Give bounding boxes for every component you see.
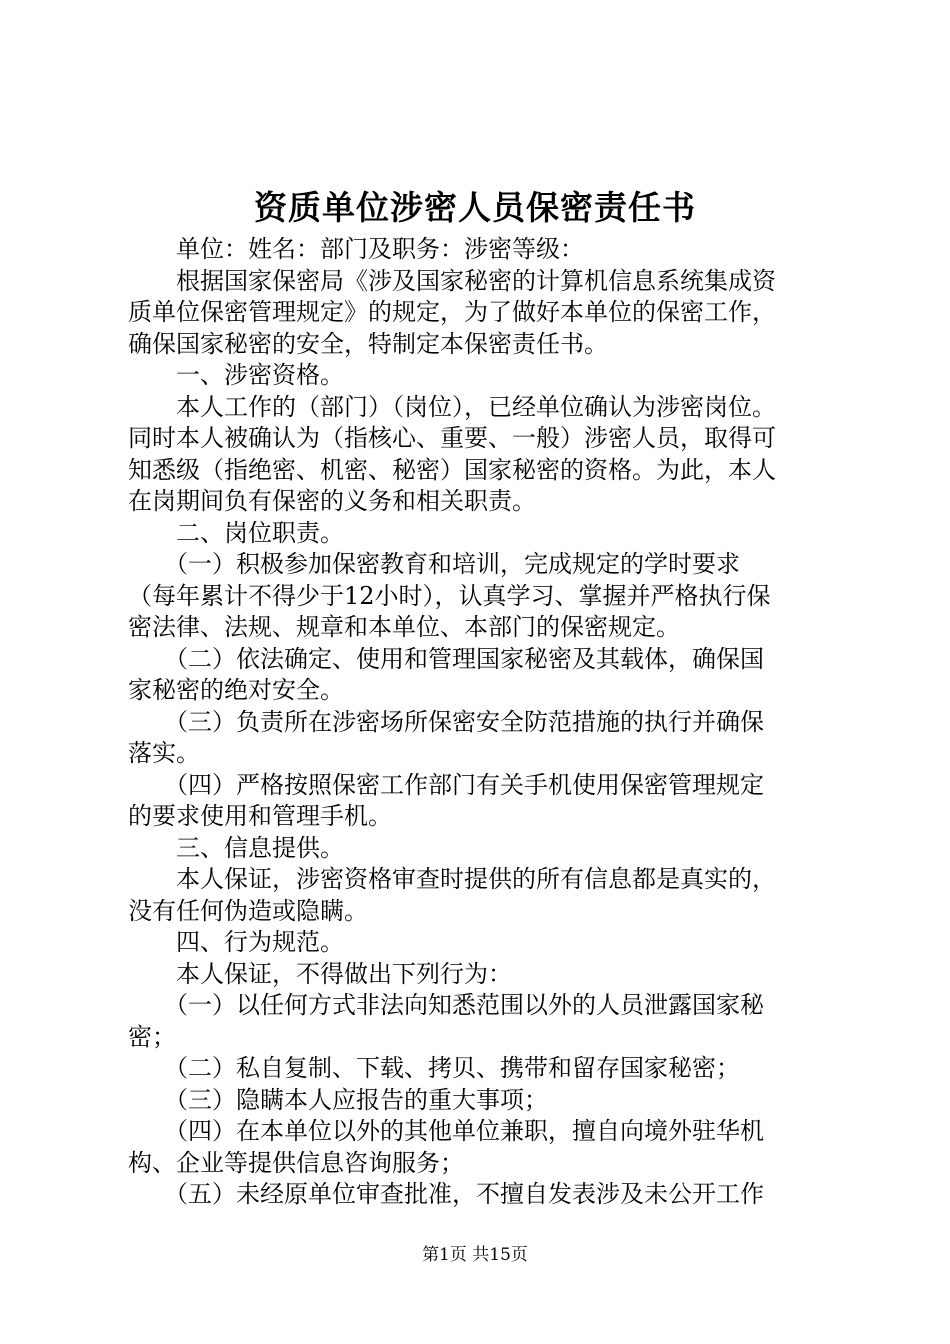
body-line: 本人工作的（部门）（岗位），已经单位确认为涉密岗位。	[128, 392, 776, 421]
body-line: 密法律、法规、规章和本单位、本部门的保密规定。	[128, 613, 680, 641]
body-line: （四）在本单位以外的其他单位兼职，擅自向境外驻华机	[128, 1117, 764, 1145]
body-line: 密；	[128, 1022, 176, 1051]
body-line: （三）负责所在涉密场所保密安全防范措施的执行并确保	[128, 707, 764, 736]
body-line: 落实。	[128, 739, 200, 767]
body-line: 本人保证，不得做出下列行为：	[128, 959, 512, 988]
body-line: 同时本人被确认为（指核心、重要、一般）涉密人员，取得可	[128, 424, 776, 452]
body-line: （三）隐瞒本人应报告的重大事项；	[128, 1085, 548, 1114]
body-line: 构、企业等提供信息咨询服务；	[128, 1148, 464, 1177]
body-line: 质单位保密管理规定》的规定，为了做好本单位的保密工作，	[128, 298, 776, 326]
body-line: （一）以任何方式非法向知悉范围以外的人员泄露国家秘	[128, 991, 764, 1019]
body-line: （二）私自复制、下载、拷贝、携带和留存国家秘密；	[128, 1054, 740, 1082]
section-heading: 三、信息提供。	[128, 833, 344, 862]
document-body	[128, 234, 834, 1211]
body-line: 没有任何伪造或隐瞒。	[128, 896, 368, 925]
body-line: （五）未经原单位审查批准，不擅自发表涉及未公开工作	[128, 1180, 764, 1208]
body-line: （四）严格按照保密工作部门有关手机使用保密管理规定	[128, 770, 764, 799]
body-line: （每年累计不得少于12小时），认真学习、掌握并严格执行保	[128, 581, 771, 610]
body-line: 确保国家秘密的安全，特制定本保密责任书。	[128, 329, 608, 358]
body-line: 在岗期间负有保密的义务和相关职责。	[128, 487, 536, 515]
body-line: 知悉级（指绝密、机密、秘密）国家秘密的资格。为此，本人	[128, 455, 776, 484]
body-line: 根据国家保密局《涉及国家秘密的计算机信息系统集成资	[128, 266, 776, 295]
document-title: 资质单位涉密人员保密责任书	[254, 188, 696, 227]
section-heading: 四、行为规范。	[128, 928, 344, 956]
body-line: 的要求使用和管理手机。	[128, 802, 392, 830]
page-number-footer: 第1页 共15页	[422, 1245, 528, 1265]
body-line: 单位：姓名：部门及职务：涉密等级：	[128, 235, 584, 263]
body-line: 家秘密的绝对安全。	[128, 676, 344, 704]
body-line: （二）依法确定、使用和管理国家秘密及其载体，确保国	[128, 644, 764, 673]
body-line: 本人保证，涉密资格审查时提供的所有信息都是真实的，	[128, 865, 776, 893]
section-heading: 一、涉密资格。	[128, 361, 344, 389]
body-line: （一）积极参加保密教育和培训，完成规定的学时要求	[128, 550, 740, 578]
section-heading: 二、岗位职责。	[128, 518, 344, 547]
